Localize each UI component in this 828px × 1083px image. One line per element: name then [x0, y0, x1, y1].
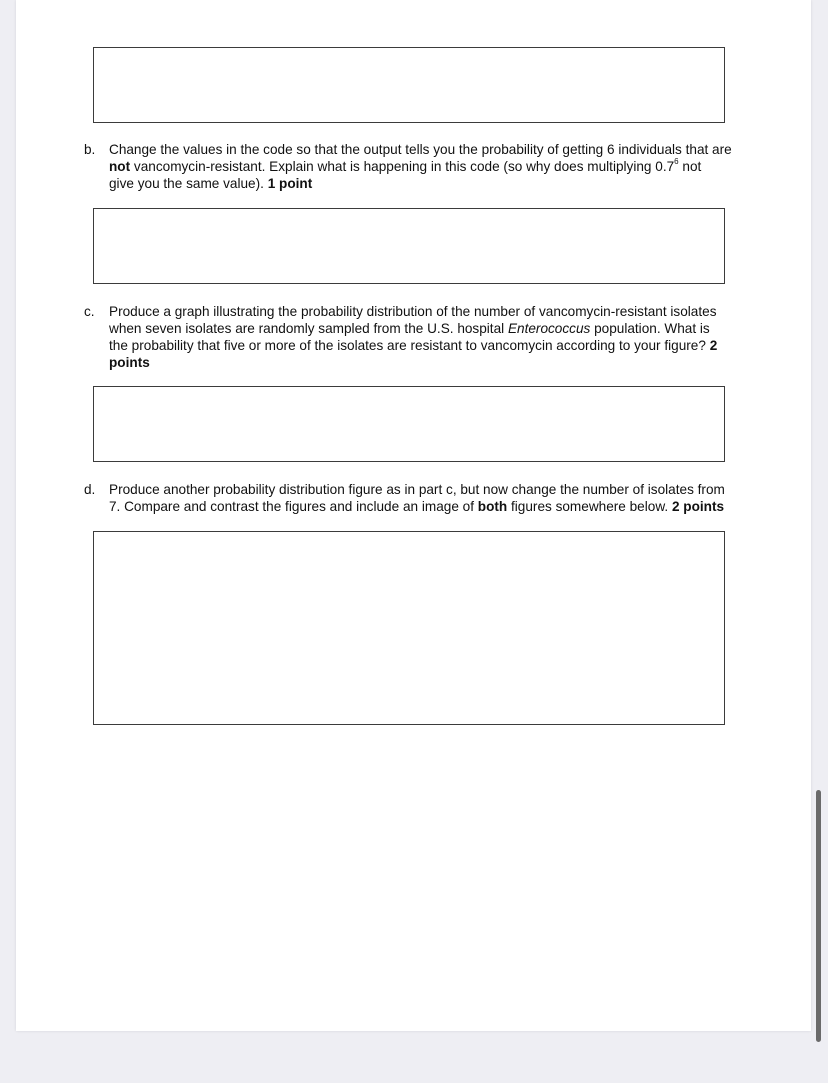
question-c — [84, 303, 774, 373]
question-text: Produce a graph illustrating the probability distribution of the number of vancomycin-resistant isolates when seven isolates are randomly sampled from the U.S. hospital Enterococcus population. What is the probability that five or more of the isolates are resistant to vancomycin according to your figure? 2 points — [109, 304, 718, 370]
question-letter: d. — [84, 482, 96, 497]
answer-box-b[interactable] — [93, 208, 725, 284]
answer-box-d[interactable] — [93, 531, 725, 725]
question-d — [84, 481, 774, 517]
question-letter: c. — [84, 304, 95, 319]
question-b — [84, 141, 774, 193]
question-letter: b. — [84, 142, 96, 157]
answer-box-a[interactable] — [93, 47, 725, 123]
answer-box-c[interactable] — [93, 386, 725, 462]
question-text: Change the values in the code so that the output tells you the probability of getting 6 individuals that are not vancomycin-resistant. Explain what is happening in this code (so why does multiplying $0.7^6$ not give you the same value). 1 point — [109, 142, 732, 191]
question-text: Produce another probability distribution figure as in part c, but now change the number of isolates from 7. Compare and contrast the figures and include an image of both figures somewhere below. 2 points — [109, 482, 725, 514]
vertical-scrollbar[interactable] — [816, 790, 821, 1042]
